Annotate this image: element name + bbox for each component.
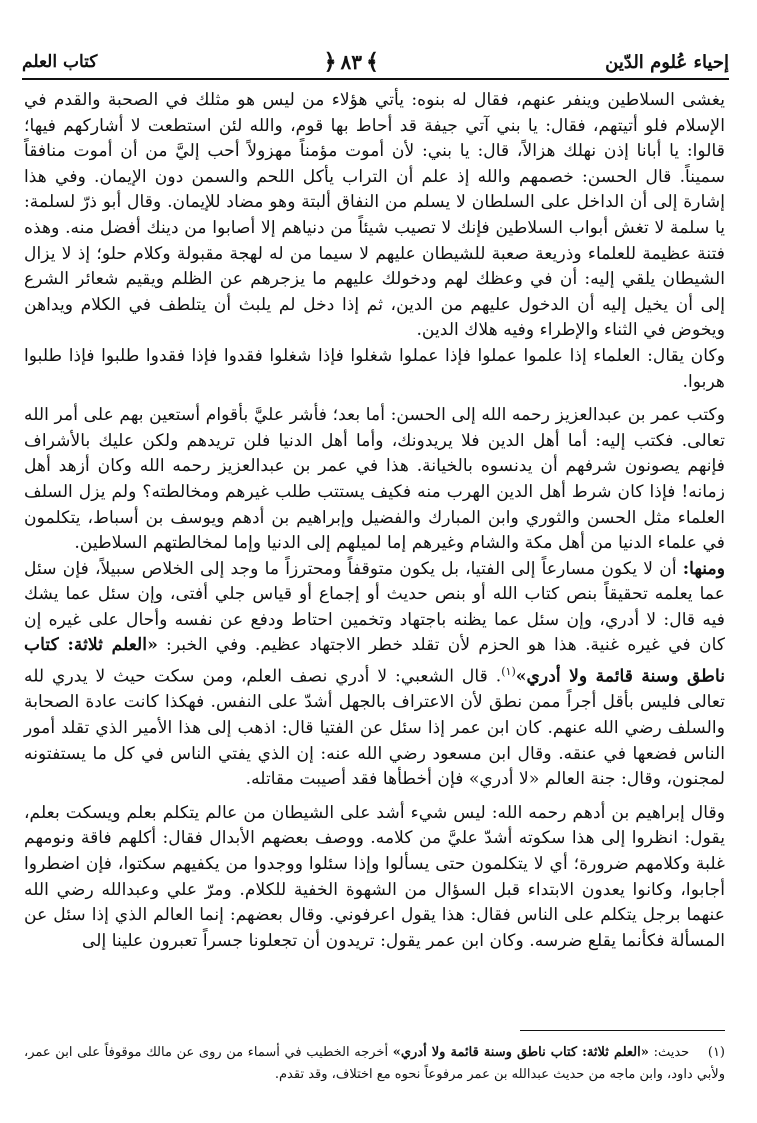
footnote-text: أخرجه الخطيب في أسماء من روى عن مالك موقوفاً على ابن عمر، ولأبي داود، وابن ماجه من حديث عبدالله بن عمر مرفوعاً نحوه مع اختلاف، وقد تقدم. xyxy=(24,1045,725,1082)
paragraph: وقال إبراهيم بن أدهم رحمه الله: ليس شيء أشد على الشيطان من عالم يتكلم بعلم ويسكت بعلم، يقول: انظروا إلى هذا سكوته أشدّ عليَّ من كلامه. ووصف بعضهم الأبدال فقال: أكلهم فاقة ونومهم غلبة وكلامهم ضرورة؛ أي لا يتكلمون حتى يسألوا وإذا سئلوا ووجدوا من يكفيهم سكتوا، فإن اضطروا أجابوا، وكانوا يعدون الابتداء قبل السؤال من الشهوة الخفية للكلام. ومرّ علي وعبدالله رضي الله عنهما برجل يتكلم على الناس فقال: هذا يقول اعرفوني. وقال بعضهم: إنما العالم الذي إذا سئل عن المسألة فكأنما يقلع ضرسه. وكان ابن عمر يقول: تريدون أن تجعلونا جسراً تعبرون علينا إلى xyxy=(24,802,725,951)
paragraph-text: . قال الشعبي: لا أدري نصف العلم، ومن سكت حيث لا يدري لله تعالى فليس بأقل أجراً ممن نطق لأن الاعتراف بالجهل أشدّ على النفس. فهكذا كانت عادة الصحابة والسلف رضي الله عنهم. كان ابن عمر إذا سئل عن الفتيا قال: اذهب إلى هذا الأمير الذي تقلد أمور الناس فضعها في عنقه. وقال ابن مسعود رضي الله عنه: إن الذي يفتي الناس في كل ما يستفتونه لمجنون، وقال: جنة العالم «لا أدري» فإن أخطأها فقد أصيبت مقاتله. xyxy=(24,666,725,790)
footnote-quote: «العلم ثلاثة: كتاب ناطق وسنة قائمة ولا أدري» xyxy=(392,1045,649,1060)
paragraph: يغشى السلاطين وينفر عنهم، فقال له بنوه: يأتي هؤلاء من ليس هو مثلك في الصحبة والقدم في الإسلام فلو أتيتهم، فقال: يا بني آتي جيفة قد أحاط بها قوم، والله لئن استطعت لا أشاركهم فيها؛ قالوا: يا أبانا إذن نهلك هزالاً، قال: يا بني: لأن أموت مؤمناً مهزولاً أحب إليَّ من أن أموت منافقاً سميناً. قال الحسن: خصمهم والله إذ علم أن التراب يأكل اللحم والسمن دون الإيمان. وفي هذا إشارة إلى أن الداخل على السلطان لا يسلم من النفاق ألبتة وهو مضاد للإيمان. وقال أبو ذرّ لسلمة: يا سلمة لا تغش أبواب السلاطين فإنك لا تصيب شيئاً من دنياهم إلا أصابوا من دينك أفضل منه. وهذه فتنة عظيمة للعلماء وذريعة صعبة للشيطان عليهم لا سيما من له لهجة مقبولة وكلام حلو؛ إذ لا يزال الشيطان يلقي إليه: أن في وعظك لهم ودخولك عليهم ما يزجرهم عن الظلم ويقيم شعائر الشرع إلى أن يخيل إليه أن الدخول عليهم من الدين، ثم إذا دخل لم يلبث أن يتلطف في الكلام ويداهن ويخوض في الثناء والإطراء وفيه هلاك الدين. xyxy=(24,90,725,341)
ornament-left-icon: ﴿ xyxy=(323,49,337,75)
footnote-ref[interactable]: (١) xyxy=(501,665,516,679)
hadith-quote: «العلم ثلاثة: كتاب ناطق وسنة قائمة ولا أدري» xyxy=(24,635,725,687)
chapter-title: كتاب العلم xyxy=(22,52,98,72)
footnote-number: (١) xyxy=(707,1045,725,1060)
ornament-right-icon: ﴾ xyxy=(366,49,379,75)
footnote-divider xyxy=(520,1030,725,1031)
page-number-box xyxy=(324,49,379,75)
page-header xyxy=(22,46,729,80)
paragraph xyxy=(24,557,725,793)
main-text xyxy=(24,88,725,954)
footnote xyxy=(24,1042,725,1086)
section-lead: ومنها: xyxy=(682,558,725,579)
paragraph: وكان يقال: العلماء إذا علموا عملوا فإذا عملوا شغلوا فإذا شغلوا فقدوا فإذا فقدوا طلبوا فإذا طلبوا هربوا. xyxy=(24,345,725,392)
paragraph-text: أن لا يكون مسارعاً إلى الفتيا، بل يكون متوقفاً ومحترزاً ما وجد إلى الخلاص سبيلاً، فإن سئل عما يعلمه تحقيقاً بنص كتاب الله أو بنص حديث أو إجماع أو قياس جلي أفتى، وإن سئل عما يشك فيه قال: لا أدري، وإن سئل عما يظنه باجتهاد وتخمين احتاط ودفع عن نفسه وأحال على غيره إن كان في غيره غنية. هذا هو الحزم لأن تقلد خطر الاجتهاد عظيم. وفي الخبر: xyxy=(24,558,725,656)
page-number: ٨٣ xyxy=(340,50,363,74)
book-title: إحياء عُلوم الدّين xyxy=(605,51,729,73)
footnote-label: حديث: xyxy=(653,1045,690,1060)
paragraph: وكتب عمر بن عبدالعزيز رحمه الله إلى الحسن: أما بعد؛ فأشر عليَّ بأقوام أستعين بهم على أمر الله تعالى. فكتب إليه: أما أهل الدين فلا يريدونك، وأما أهل الدنيا فلن تريدهم ولكن عليك بالأشراف فإنهم يصونون شرفهم أن يدنسوه بالخيانة. هذا في عمر بن عبدالعزيز رحمه الله وكان أزهد أهل زمانه! فإذا كان شرط أهل الدين الهرب منه فكيف يستتب طلب غيرهم ومخالطته؟ ولم يزل السلف العلماء مثل الحسن والثوري وابن المبارك والفضيل وإبراهيم بن أدهم ويوسف بن أسباط، يتكلمون في علماء الدنيا من أهل مكة والشام وغيرهم إما لميلهم إلى الدنيا وإما لمخالطتهم السلاطين. xyxy=(24,405,725,554)
